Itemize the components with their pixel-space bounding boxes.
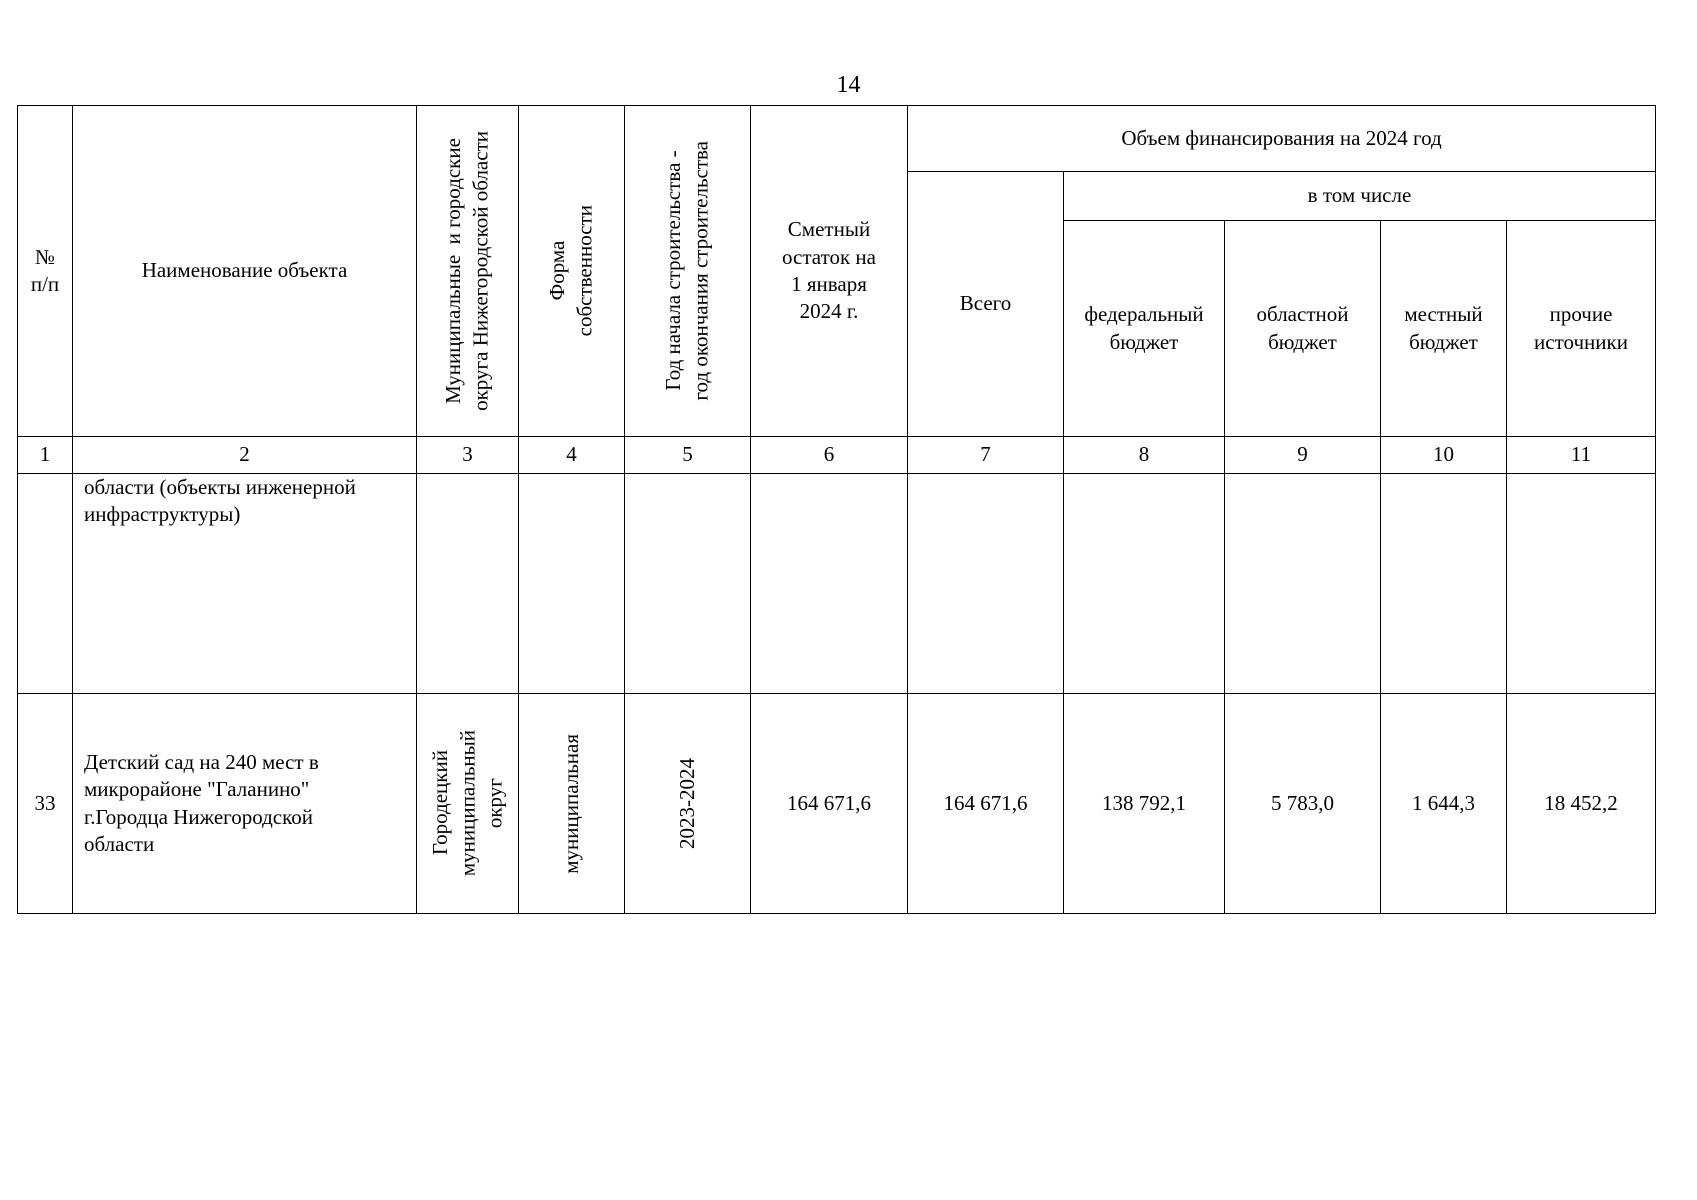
column-number: 10 [1381, 437, 1507, 474]
header-total: Всего [908, 172, 1064, 437]
row-estimate [751, 474, 908, 694]
row-estimate: 164 671,6 [751, 694, 908, 914]
column-number: 11 [1507, 437, 1656, 474]
header-ownership: Форма собственности [519, 106, 625, 437]
page-number: 14 [836, 72, 861, 98]
header-financing: Объем финансирования на 2024 год [908, 106, 1656, 172]
header-no: № п/п [18, 106, 73, 437]
header-row-1 [18, 106, 1656, 172]
row-other [1507, 474, 1656, 694]
row-regional [1225, 474, 1381, 694]
column-number: 3 [417, 437, 519, 474]
header-municipality: Муниципальные и городские округа Нижегородской области [417, 106, 519, 437]
row-regional: 5 783,0 [1225, 694, 1381, 914]
row-other: 18 452,2 [1507, 694, 1656, 914]
header-name: Наименование объекта [73, 106, 417, 437]
row-local [1381, 474, 1507, 694]
column-number-row [18, 437, 1656, 474]
row-ownership [519, 474, 625, 694]
row-years [625, 474, 751, 694]
table-row [18, 694, 1656, 914]
column-number: 6 [751, 437, 908, 474]
row-municipality: Городецкий муниципальный округ [417, 694, 519, 914]
financing-table [17, 105, 1656, 914]
column-number: 1 [18, 437, 73, 474]
table-row [18, 474, 1656, 694]
header-federal: федеральный бюджет [1064, 221, 1225, 437]
header-years: Год начала строительства - год окончания строительства [625, 106, 751, 437]
row-total: 164 671,6 [908, 694, 1064, 914]
row-no: 33 [18, 694, 73, 914]
header-estimate: Сметный остаток на 1 января 2024 г. [751, 106, 908, 437]
row-years: 2023-2024 [625, 694, 751, 914]
header-other: прочие источники [1507, 221, 1656, 437]
column-number: 8 [1064, 437, 1225, 474]
column-number: 7 [908, 437, 1064, 474]
row-local: 1 644,3 [1381, 694, 1507, 914]
column-number: 5 [625, 437, 751, 474]
row-total [908, 474, 1064, 694]
row-name: Детский сад на 240 мест в микрорайоне "Галанино" г.Городца Нижегородской области [73, 694, 417, 914]
header-regional: областной бюджет [1225, 221, 1381, 437]
row-no [18, 474, 73, 694]
header-including: в том числе [1064, 172, 1656, 221]
column-number: 4 [519, 437, 625, 474]
row-municipality [417, 474, 519, 694]
column-number: 9 [1225, 437, 1381, 474]
column-number: 2 [73, 437, 417, 474]
row-federal: 138 792,1 [1064, 694, 1225, 914]
row-ownership: муниципальная [519, 694, 625, 914]
row-name: области (объекты инженерной инфраструктуры) [73, 474, 417, 694]
header-local: местный бюджет [1381, 221, 1507, 437]
row-federal [1064, 474, 1225, 694]
